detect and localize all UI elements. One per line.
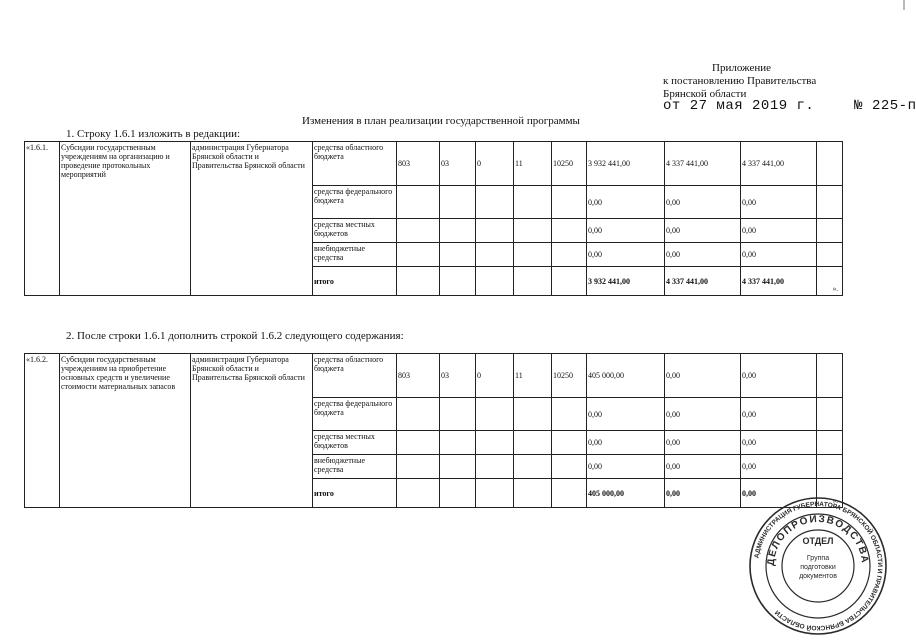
code-program-cell bbox=[514, 267, 552, 296]
instruction-1: 1. Строку 1.6.1 изложить в редакции: bbox=[66, 128, 241, 140]
code-direction-cell: 10250 bbox=[552, 354, 587, 398]
code-section-cell bbox=[440, 479, 476, 508]
amount-year1-cell: 405 000,00 bbox=[587, 479, 665, 508]
code-grbs-cell bbox=[397, 398, 440, 431]
amount-year1-cell: 0,00 bbox=[587, 398, 665, 431]
code-subsection-cell bbox=[476, 398, 514, 431]
date-prefix: от bbox=[663, 98, 681, 114]
code-subsection-cell bbox=[476, 243, 514, 267]
code-grbs-cell bbox=[397, 243, 440, 267]
amount-year1-cell: 0,00 bbox=[587, 219, 665, 243]
amount-year1-cell: 0,00 bbox=[587, 243, 665, 267]
funding-source-cell: средства областного бюджета bbox=[313, 354, 397, 398]
amount-year2-cell: 0,00 bbox=[665, 186, 741, 219]
resolution-date-line bbox=[663, 98, 916, 114]
amount-year2-cell: 0,00 bbox=[665, 455, 741, 479]
code-program-cell bbox=[514, 431, 552, 455]
amount-year3-cell: 4 337 441,00 bbox=[741, 267, 817, 296]
end-cell bbox=[817, 243, 843, 267]
amount-year3-cell: 0,00 bbox=[741, 479, 817, 508]
stamp-center-2: подготовки bbox=[800, 564, 836, 571]
code-section-cell bbox=[440, 431, 476, 455]
end-cell bbox=[817, 455, 843, 479]
number-value: 225-п bbox=[871, 98, 916, 114]
program-table-1 bbox=[24, 141, 843, 296]
funding-source-cell: итого bbox=[313, 479, 397, 508]
code-program-cell: 11 bbox=[514, 354, 552, 398]
code-direction-cell bbox=[552, 479, 587, 508]
amount-year2-cell: 0,00 bbox=[665, 354, 741, 398]
funding-source-cell: средства федерального бюджета bbox=[313, 186, 397, 219]
code-subsection-cell bbox=[476, 431, 514, 455]
stamp-inner-ring-text: ДЕЛОПРОИЗВОДСТВА bbox=[765, 513, 871, 567]
code-grbs-cell bbox=[397, 186, 440, 219]
amount-year3-cell: 0,00 bbox=[741, 243, 817, 267]
end-cell bbox=[817, 142, 843, 186]
code-subsection-cell bbox=[476, 267, 514, 296]
code-program-cell bbox=[514, 219, 552, 243]
row-number-cell: «1.6.2. bbox=[25, 354, 60, 508]
executor-cell: администрация Губернатора Брянской области и Правительства Брянской области bbox=[191, 354, 313, 508]
end-cell bbox=[817, 267, 843, 296]
amount-year2-cell: 0,00 bbox=[665, 431, 741, 455]
funding-source-cell: средства федерального бюджета bbox=[313, 398, 397, 431]
code-direction-cell bbox=[552, 455, 587, 479]
code-grbs-cell: 803 bbox=[397, 354, 440, 398]
amount-year3-cell: 4 337 441,00 bbox=[741, 142, 817, 186]
code-grbs-cell bbox=[397, 219, 440, 243]
code-grbs-cell bbox=[397, 479, 440, 508]
code-grbs-cell bbox=[397, 455, 440, 479]
code-section-cell bbox=[440, 186, 476, 219]
funding-source-cell: средства местных бюджетов bbox=[313, 219, 397, 243]
amount-year1-cell: 0,00 bbox=[587, 431, 665, 455]
code-program-cell bbox=[514, 398, 552, 431]
end-cell bbox=[817, 186, 843, 219]
code-subsection-cell bbox=[476, 219, 514, 243]
amount-year2-cell: 4 337 441,00 bbox=[665, 142, 741, 186]
code-program-cell bbox=[514, 455, 552, 479]
amount-year2-cell: 4 337 441,00 bbox=[665, 267, 741, 296]
amount-year1-cell: 3 932 441,00 bbox=[587, 142, 665, 186]
code-section-cell: 03 bbox=[440, 142, 476, 186]
appendix-region-line: Брянской области bbox=[663, 88, 747, 100]
code-program-cell: 11 bbox=[514, 142, 552, 186]
stamp-center-3: документов bbox=[799, 573, 837, 580]
code-direction-cell bbox=[552, 243, 587, 267]
code-direction-cell bbox=[552, 431, 587, 455]
appendix-resolution-line: к постановлению Правительства bbox=[663, 75, 817, 87]
code-subsection-cell bbox=[476, 186, 514, 219]
funding-source-cell: итого bbox=[313, 267, 397, 296]
executor-cell: администрация Губернатора Брянской области и Правительства Брянской области bbox=[191, 142, 313, 296]
code-section-cell: 03 bbox=[440, 354, 476, 398]
amount-year1-cell: 3 932 441,00 bbox=[587, 267, 665, 296]
funding-source-cell: средства местных бюджетов bbox=[313, 431, 397, 455]
row-end-mark: ». bbox=[832, 497, 838, 505]
stamp-ring-text: АДМИНИСТРАЦИЯ ГУБЕРНАТОРА БРЯНСКОЙ ОБЛАСТИ И ПРАВИТЕЛЬСТВА БРЯНСКОЙ ОБЛАСТИ bbox=[753, 500, 884, 632]
code-program-cell bbox=[514, 186, 552, 219]
date-value: 27 мая 2019 г. bbox=[689, 98, 815, 114]
amount-year1-cell: 405 000,00 bbox=[587, 354, 665, 398]
number-prefix: № bbox=[854, 98, 864, 114]
event-name-cell: Субсидии государственным учреждениям на приобретение основных средств и увеличение стоимости материальных запасов bbox=[60, 354, 191, 508]
amount-year2-cell: 0,00 bbox=[665, 243, 741, 267]
funding-source-cell: внебюджетные средства bbox=[313, 243, 397, 267]
document-title: Изменения в план реализации государственной программы bbox=[302, 115, 580, 127]
amount-year1-cell: 0,00 bbox=[587, 455, 665, 479]
end-cell bbox=[817, 354, 843, 398]
row-number-cell: «1.6.1. bbox=[25, 142, 60, 296]
amount-year2-cell: 0,00 bbox=[665, 398, 741, 431]
amount-year3-cell: 0,00 bbox=[741, 354, 817, 398]
code-section-cell bbox=[440, 219, 476, 243]
program-table-2 bbox=[24, 353, 843, 508]
code-direction-cell bbox=[552, 398, 587, 431]
code-direction-cell bbox=[552, 267, 587, 296]
code-program-cell bbox=[514, 243, 552, 267]
instruction-2: 2. После строки 1.6.1 дополнить строкой 1.6.2 следующего содержания: bbox=[66, 330, 404, 342]
code-section-cell bbox=[440, 398, 476, 431]
code-program-cell bbox=[514, 479, 552, 508]
department-stamp bbox=[748, 496, 888, 636]
amount-year2-cell: 0,00 bbox=[665, 479, 741, 508]
code-section-cell bbox=[440, 455, 476, 479]
table-row bbox=[25, 142, 843, 186]
stamp-center-1: Группа bbox=[806, 555, 830, 562]
code-section-cell bbox=[440, 267, 476, 296]
code-grbs-cell bbox=[397, 267, 440, 296]
amount-year3-cell: 0,00 bbox=[741, 431, 817, 455]
code-subsection-cell bbox=[476, 455, 514, 479]
stamp-inner-top: ОТДЕЛ bbox=[802, 536, 834, 546]
amount-year3-cell: 0,00 bbox=[741, 455, 817, 479]
code-direction-cell bbox=[552, 219, 587, 243]
scan-edge-mark bbox=[903, 0, 905, 10]
amount-year3-cell: 0,00 bbox=[741, 186, 817, 219]
end-cell bbox=[817, 398, 843, 431]
funding-source-cell: внебюджетные средства bbox=[313, 455, 397, 479]
amount-year3-cell: 0,00 bbox=[741, 398, 817, 431]
code-subsection-cell bbox=[476, 479, 514, 508]
code-direction-cell: 10250 bbox=[552, 142, 587, 186]
code-section-cell bbox=[440, 243, 476, 267]
table-row bbox=[25, 354, 843, 398]
code-grbs-cell bbox=[397, 431, 440, 455]
amount-year2-cell: 0,00 bbox=[665, 219, 741, 243]
code-direction-cell bbox=[552, 186, 587, 219]
row-end-mark: ». bbox=[832, 285, 838, 293]
funding-source-cell: средства областного бюджета bbox=[313, 142, 397, 186]
end-cell bbox=[817, 431, 843, 455]
amount-year1-cell: 0,00 bbox=[587, 186, 665, 219]
end-cell bbox=[817, 219, 843, 243]
amount-year3-cell: 0,00 bbox=[741, 219, 817, 243]
appendix-label: Приложение bbox=[712, 62, 772, 74]
code-grbs-cell: 803 bbox=[397, 142, 440, 186]
code-subsection-cell: 0 bbox=[476, 354, 514, 398]
code-subsection-cell: 0 bbox=[476, 142, 514, 186]
event-name-cell: Субсидии государственным учреждениям на организацию и проведение протокольных мероприятий bbox=[60, 142, 191, 296]
